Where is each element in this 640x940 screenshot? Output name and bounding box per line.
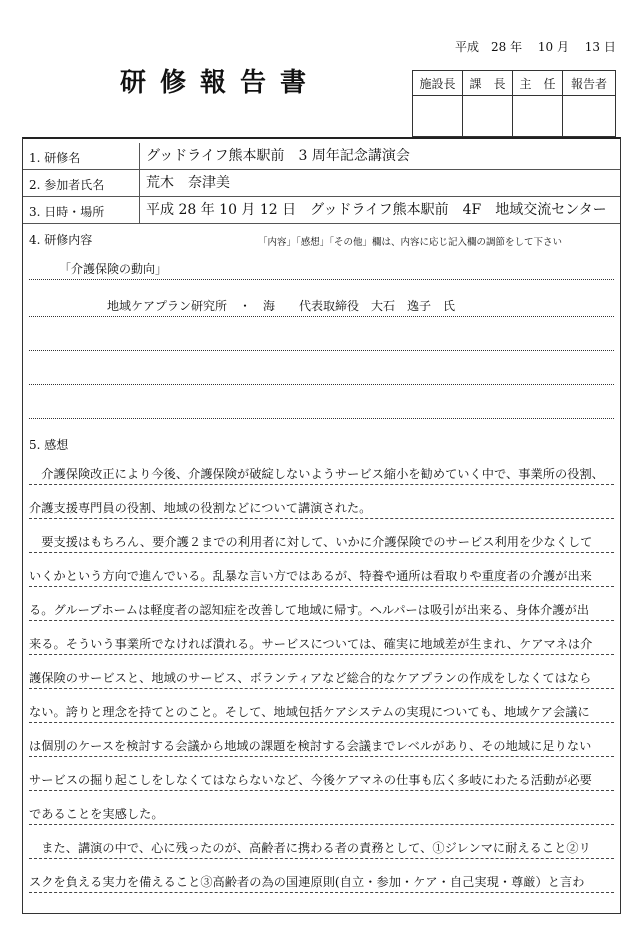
impression-line-text: いくかという方向で進んでいる。乱暴な言い方ではあるが、特養や通所は看取りや重度者の介護が出来 [29,569,592,583]
impression-line-text: 要支援はもちろん、要介護２までの利用者に対して、いかに介護保険でのサービス利用を少なくして [29,535,593,549]
content-line-text: 地域ケアプラン研究所 ・ 海 代表取締役 大石 逸子 氏 [107,299,456,313]
impression-line-text: 介護保険改正により今後、介護保険が破綻しないようサービス縮小を勧めていく中で、事業所の役割、 [29,467,604,481]
field-label: 3. 日時・場所 [29,205,105,219]
impression-line-text: は個別のケースを検討する会議から地域の課題を検討する会議までレベルがあり、その地域に足りない [29,739,592,753]
impression-line[interactable] [29,768,614,791]
impression-line[interactable] [29,700,614,723]
impression-line[interactable] [29,666,614,689]
content-heading: 4. 研修内容 [29,233,93,247]
field-row-training-name [23,143,620,170]
stamp-box-director[interactable] [413,96,463,137]
impression-line[interactable] [29,632,614,655]
stamp-header-reporter: 報告者 [563,71,616,96]
report-form [22,137,621,914]
impression-line-text: であることを実感した。 [29,807,164,821]
field-label: 1. 研修名 [29,151,81,165]
content-instruction-note: 「内容」「感想」「その他」欄は、内容に応じ記入欄の調節をして下さい [258,237,563,248]
stamp-header-section-chief: 課 長 [463,71,513,96]
field-value-training-name[interactable]: グッドライフ熊本駅前 3 周年記念講演会 [139,143,410,169]
approval-stamp-table [412,70,616,137]
stamp-box-reporter[interactable] [563,96,616,137]
content-line[interactable] [29,398,614,419]
impression-line-text: ない。誇りと理念を持てとのこと。そして、地域包括ケアシステムの実現についても、地域ケア会議に [29,705,590,719]
content-line-text: 「介護保険の動向」 [59,262,168,276]
document-title: 研修報告書 [120,68,321,98]
field-label: 2. 参加者氏名 [29,178,105,192]
field-value-participant[interactable]: 荒木 奈津美 [139,170,230,196]
field-row-datetime-place [23,197,620,224]
impression-line-text: スクを負える実力を備えること③高齢者の為の国連原則(自立・参加・ケア・自己実現・尊厳）と言わ [29,875,585,889]
content-line[interactable] [29,364,614,385]
impression-line-text: サービスの掘り起こしをしなくてはならないなど、今後ケアマネの仕事も広く多岐にわたる活動が必要 [29,773,592,787]
impression-line-text: 介護支援専門員の役割、地域の役割などについて講演された。 [29,501,372,515]
content-line[interactable] [29,330,614,351]
impression-line[interactable] [29,530,614,553]
stamp-header-supervisor: 主 任 [513,71,563,96]
impression-line-text: 来る。そういう事業所でなければ潰れる。サービスについては、確実に地域差が生まれ、ケアマネは介 [29,637,593,651]
impression-line-text: 護保険のサービスと、地域のサービス、ボランティアなど総合的なケアプランの作成をしなくてはなら [29,671,592,685]
field-value-datetime-place[interactable]: 平成 28 年 10 月 12 日 グッドライフ熊本駅前 4F 地域交流センター [139,197,607,223]
impression-line[interactable] [29,734,614,757]
impression-line[interactable] [29,836,614,859]
field-row-participant [23,170,620,197]
content-line[interactable] [29,259,614,280]
stamp-header-director: 施設長 [413,71,463,96]
impression-line[interactable] [29,870,614,893]
impression-line[interactable] [29,802,614,825]
impressions-heading: 5. 感想 [29,438,69,452]
impression-line-text: る。グループホームは軽度者の認知症を改善して地域に帰す。ヘルパーは吸引が出来る、身体介護が出 [29,603,590,617]
impression-line[interactable] [29,598,614,621]
impression-line[interactable] [29,564,614,587]
stamp-box-supervisor[interactable] [513,96,563,137]
impression-line[interactable] [29,496,614,519]
impression-line[interactable] [29,462,614,485]
stamp-box-section-chief[interactable] [463,96,513,137]
report-date: 平成 28 年 10 月 13 日 [455,40,616,54]
content-line[interactable] [29,296,614,317]
impression-line-text: また、講演の中で、心に残ったのが、高齢者に携わる者の責務として、①ジレンマに耐えること②リ [29,841,591,855]
